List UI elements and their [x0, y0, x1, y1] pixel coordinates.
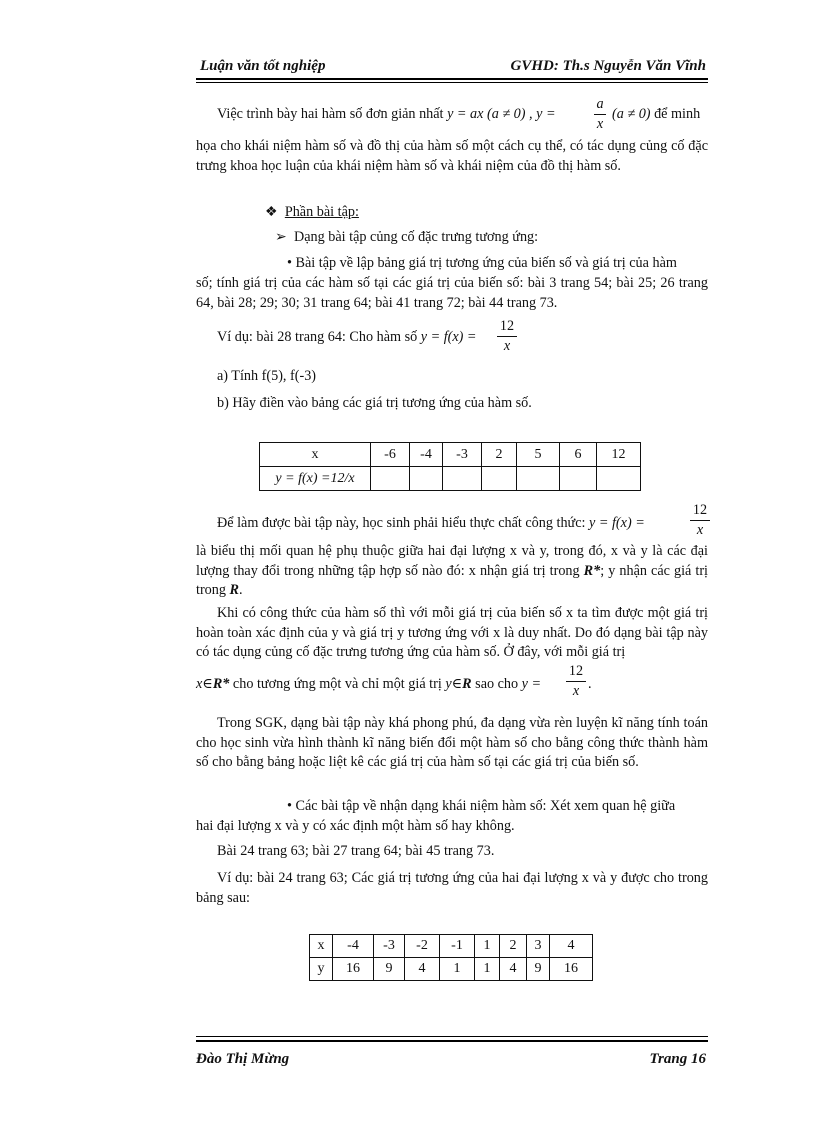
para4-text: Trong SGK, dạng bài tập này khá phong phú, đa dạng vừa rèn luyện kĩ năng tính toán cho học sinh vừa hình thành kĩ năng biến đổi một hàm số cho bằng công thức thành hàm số cho bằng bảng hoặc liệt kê các giá trị của hàm số tại các giá trị của biến số.: [196, 715, 708, 770]
table-cell: 4: [405, 958, 440, 981]
table-cell: -3: [374, 935, 405, 958]
para2-rest: là biểu thị mối quan hệ phụ thuộc giữa hai đại lượng x và y, trong đó, x và y là các đại lượng thay đổi trong những tập hợp số nào đó: x nhận giá trị trong R*; y nhận các giá trị trong R.: [196, 543, 709, 598]
para3-end: .: [588, 676, 592, 692]
table-cell: [410, 467, 443, 491]
item1-rest: số; tính giá trị của các hàm số tại các giá trị của biến số: bài 3 trang 54; bài 25; 26 trang 64, bài 28; 29; 30; 31 trang 64; bài 41 trang 72; bài 44 trang 73.: [196, 275, 708, 311]
page-number: Trang 16: [649, 1051, 706, 1067]
table-cell: 16: [550, 958, 593, 981]
table2-y-row: [310, 958, 593, 981]
para2-first-line: Để làm được bài tập này, học sinh phải hiểu thực chất công thức: y = f(x) =: [217, 515, 645, 531]
table2-y-header: y: [310, 958, 333, 981]
table-cell: 4: [550, 935, 593, 958]
intro-line-1b: (a ≠ 0) để minh: [612, 106, 701, 122]
table-cell: 5: [517, 443, 560, 467]
table-cell: 1: [440, 958, 475, 981]
example2-text: Ví dụ: bài 24 trang 63; Các giá trị tương ứng của hai đại lượng x và y được cho trong bảng sau:: [196, 870, 708, 906]
item1-first-line: • Bài tập về lập bảng giá trị tương ứng của biến số và giá trị của hàm: [287, 255, 677, 271]
table-cell: -1: [440, 935, 475, 958]
footer-rule: [196, 1040, 708, 1042]
table-cell: [517, 467, 560, 491]
value-table-2: [309, 934, 593, 981]
table-cell: [597, 467, 641, 491]
item2-rest: hai đại lượng x và y có xác định một hàm số hay không.: [196, 818, 515, 834]
example1-b: b) Hãy điền vào bảng các giá trị tương ứng của hàm số.: [217, 395, 532, 411]
header-right: GVHD: Th.s Nguyễn Văn Vĩnh: [510, 58, 706, 74]
table-cell: 2: [500, 935, 527, 958]
table1-x-header: x: [260, 443, 371, 467]
table1-y-row: [260, 467, 641, 491]
table-cell: -3: [443, 443, 482, 467]
intro-rest: họa cho khái niệm hàm số và đồ thị của hàm số một cách cụ thể, có tác dụng củng cố đặc trưng khoa học luận của khái niệm hàm số và khái niệm của đồ thị hàm số.: [196, 138, 708, 174]
table-cell: [443, 467, 482, 491]
table2-x-row: [310, 935, 593, 958]
para3-last-line: x∈R* cho tương ứng một và chỉ một giá trị y∈R sao cho y =: [196, 676, 542, 692]
table-cell: [482, 467, 517, 491]
table-cell: 16: [333, 958, 374, 981]
example1-text: Ví dụ: bài 28 trang 64: Cho hàm số y = f(x) =: [217, 329, 477, 345]
table-cell: [371, 467, 410, 491]
intro-formula-1: y = ax (a ≠ 0) , y =: [447, 106, 556, 122]
table-cell: 4: [500, 958, 527, 981]
table-cell: 9: [374, 958, 405, 981]
table-cell: -2: [405, 935, 440, 958]
intro-fraction: a x: [594, 96, 606, 133]
intro-line-1: Việc trình bày hai hàm số đơn giản nhất y = ax (a ≠ 0) , y =: [217, 106, 556, 122]
section-heading: ❖ Phần bài tập:: [265, 204, 359, 220]
table-cell: 1: [475, 935, 500, 958]
subsection-heading: ➢ Dạng bài tập củng cố đặc trưng tương ứng:: [275, 229, 539, 245]
diamond-bullet-icon: ❖: [265, 204, 278, 220]
footer-left: Đào Thị Mừng: [196, 1051, 290, 1067]
example1-fraction: 12 x: [497, 318, 517, 355]
para3-fraction: 12 x: [566, 663, 586, 700]
example1-a: a) Tính f(5), f(-3): [217, 368, 317, 384]
table2-x-header: x: [310, 935, 333, 958]
para2-fraction: 12 x: [690, 502, 710, 539]
para3-text: Khi có công thức của hàm số thì với mỗi giá trị của biến số x ta tìm được một giá trị hoàn toàn xác định của y và giá trị y tương ứng với x là duy nhất. Do đó dạng bài tập này có tác dụng củng cố đặc trưng tương ứng của hàm số. Ở đây, với mỗi giá trị: [196, 605, 708, 660]
item2-first-line: • Các bài tập về nhận dạng khái niệm hàm số: Xét xem quan hệ giữa: [287, 798, 676, 814]
table-cell: 6: [560, 443, 597, 467]
table-cell: 9: [527, 958, 550, 981]
footer-rule-thin: [196, 1036, 708, 1037]
header-left: Luận văn tốt nghiệp: [200, 58, 326, 74]
table-cell: -6: [371, 443, 410, 467]
header-rule-thin: [196, 82, 708, 83]
table1-x-row: [260, 443, 641, 467]
table-cell: 3: [527, 935, 550, 958]
table-cell: [560, 467, 597, 491]
table-cell: 2: [482, 443, 517, 467]
table-cell: -4: [333, 935, 374, 958]
table-cell: -4: [410, 443, 443, 467]
table-cell: 1: [475, 958, 500, 981]
table-cell: 12: [597, 443, 641, 467]
header-rule: [196, 78, 708, 80]
arrow-bullet-icon: ➢: [275, 229, 287, 245]
references-line: Bài 24 trang 63; bài 27 trang 64; bài 45 trang 73.: [217, 843, 495, 859]
value-table-1: [259, 442, 641, 491]
table1-y-header: y = f(x) =12/x: [260, 467, 371, 491]
